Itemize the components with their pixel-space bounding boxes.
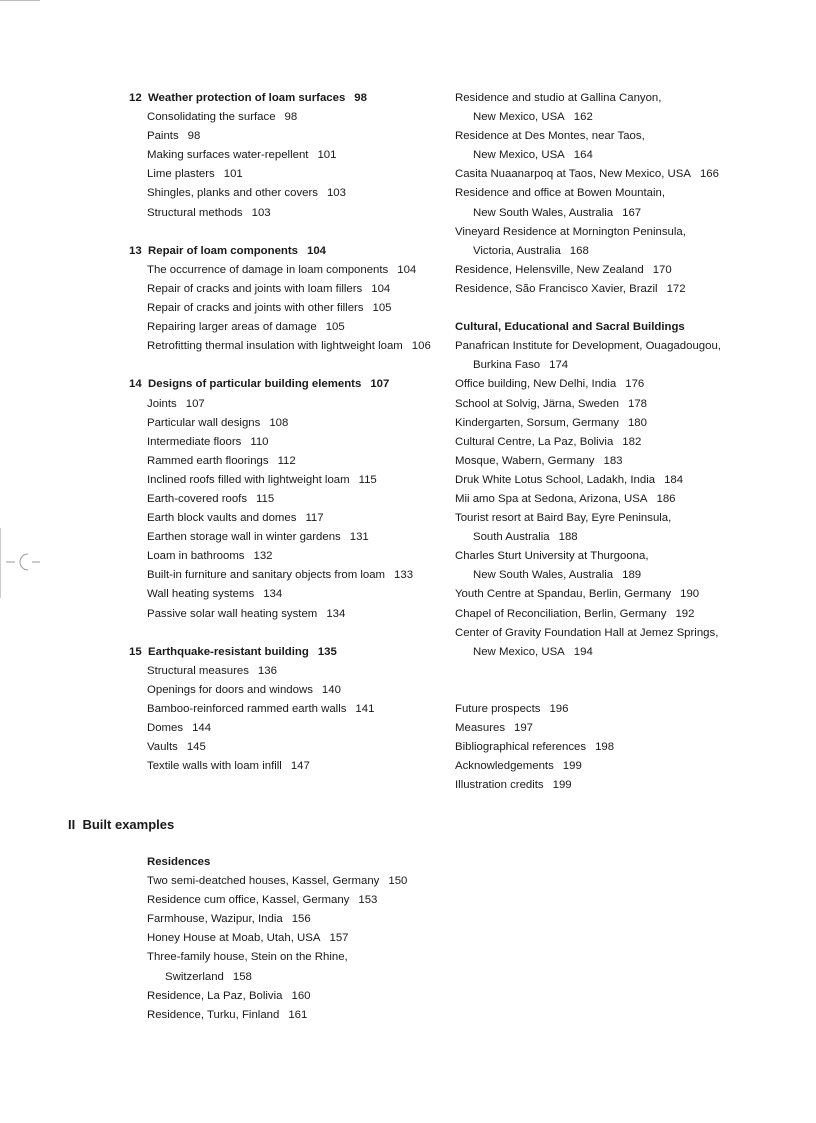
chapter-number: 12 xyxy=(129,92,142,104)
spacer xyxy=(129,356,439,375)
toc-page-number: 110 xyxy=(250,435,269,448)
toc-entry xyxy=(129,146,439,165)
toc-entry xyxy=(129,585,439,604)
toc-entry-title: Repair of cracks and joints with loam fillers xyxy=(147,282,363,295)
toc-entry xyxy=(129,509,439,528)
toc-entry-line xyxy=(455,223,795,242)
toc-entry xyxy=(129,528,439,547)
toc-entry-title: Bamboo-reinforced rammed earth walls xyxy=(147,703,347,715)
toc-page-number: 166 xyxy=(699,168,719,181)
toc-page-number: 170 xyxy=(652,263,672,276)
toc-entry-line xyxy=(147,891,447,910)
toc-entry-title: Center of Gravity Foundation Hall at Jemez Springs, xyxy=(455,626,719,639)
toc-entry-title: Intermediate floors xyxy=(147,435,242,448)
toc-entry-title: New Mexico, USA xyxy=(473,111,565,124)
toc-entry-title: Residence at Des Montes, near Taos, xyxy=(455,130,645,143)
toc-page-number: 108 xyxy=(269,416,289,429)
toc-entry-title: Office building, New Delhi, India xyxy=(455,378,617,391)
toc-entry xyxy=(129,280,439,299)
toc-page-number: 164 xyxy=(573,149,593,162)
toc-entry-line xyxy=(455,375,795,394)
chapter-heading xyxy=(129,375,439,394)
toc-entry-title: Wall heating systems xyxy=(147,588,255,601)
toc-page-number: 104 xyxy=(397,263,417,276)
section-heading: Residences xyxy=(147,856,211,868)
toc-entry xyxy=(129,127,439,146)
toc-entry-line xyxy=(147,948,447,967)
toc-entry xyxy=(129,605,439,624)
toc-page-number: 104 xyxy=(371,282,391,295)
chapter-title: Repair of loam components xyxy=(148,244,299,257)
toc-page-number: 168 xyxy=(569,244,589,257)
toc-page-number: 136 xyxy=(257,664,277,677)
toc-entry-title: Repair of cracks and joints with other fillers xyxy=(147,302,364,315)
toc-entry-line xyxy=(455,643,795,662)
toc-entry-line xyxy=(147,1006,447,1025)
toc-page-number: 134 xyxy=(263,588,283,601)
spacer xyxy=(129,624,439,643)
toc-entry xyxy=(129,452,439,471)
part-title: Built examples xyxy=(82,817,175,832)
chapter-heading xyxy=(129,242,439,261)
toc-entry xyxy=(129,299,439,318)
toc-page-number: 184 xyxy=(664,473,684,486)
toc-page-number: 147 xyxy=(290,760,310,773)
toc-entry-line xyxy=(147,929,447,948)
toc-page-number: 199 xyxy=(552,779,572,792)
toc-page-number: 140 xyxy=(321,683,341,696)
toc-entry xyxy=(129,700,439,719)
chapter-title: Earthquake-resistant building xyxy=(148,645,309,658)
toc-entry-title: New Mexico, USA xyxy=(473,645,565,658)
toc-entry-line xyxy=(455,566,795,585)
toc-page-number: 131 xyxy=(349,531,369,544)
toc-entry-title: New South Wales, Australia xyxy=(473,206,614,219)
toc-page-number: 98 xyxy=(187,130,201,143)
toc-entry-line xyxy=(455,490,795,509)
toc-page-number: 150 xyxy=(388,875,408,888)
spacer xyxy=(455,662,795,700)
chapter-heading xyxy=(129,643,439,662)
chapter-page-number: 98 xyxy=(354,92,367,104)
toc-entry-title: Acknowledgements xyxy=(455,760,554,773)
toc-entry-title: Three-family house, Stein on the Rhine, xyxy=(147,951,348,964)
chapter-number: 15 xyxy=(129,645,142,658)
toc-entry-title: Paints xyxy=(147,130,179,143)
toc-page-number: 98 xyxy=(284,111,298,124)
toc-entry-title: Structural measures xyxy=(147,664,249,677)
toc-entry-title: Mosque, Wabern, Germany xyxy=(455,454,595,467)
toc-entry-title: Structural methods xyxy=(147,206,243,219)
toc-entry-line xyxy=(455,585,795,604)
toc-page-number: 167 xyxy=(622,206,642,219)
toc-page-number: 180 xyxy=(627,416,647,429)
toc-entry-title: Measures xyxy=(455,722,506,735)
toc-left-column xyxy=(129,89,439,776)
toc-entry-title: The occurrence of damage in loam components xyxy=(147,263,389,276)
toc-entry-title: Domes xyxy=(147,722,184,735)
toc-page-number: 189 xyxy=(622,569,642,582)
toc-page-number: 196 xyxy=(549,703,569,715)
toc-entry-line xyxy=(455,395,795,414)
toc-page-number: 178 xyxy=(628,397,648,410)
toc-entry-line xyxy=(455,452,795,471)
toc-entry-title: Panafrican Institute for Development, Ouagadougou, xyxy=(455,340,721,353)
toc-entry-line xyxy=(455,184,795,203)
crop-mark-top xyxy=(0,0,40,1)
toc-page-number: 115 xyxy=(256,492,275,505)
toc-page-number: 133 xyxy=(394,569,414,582)
toc-entry-title: South Australia xyxy=(473,531,550,544)
toc-entry-line xyxy=(455,433,795,452)
toc-entry-title: Earth block vaults and domes xyxy=(147,512,297,525)
toc-page-number: 145 xyxy=(186,741,206,754)
toc-page-number: 176 xyxy=(625,378,645,391)
toc-entry-title: Tourist resort at Baird Bay, Eyre Peninsula, xyxy=(455,512,672,525)
toc-entry-title: Passive solar wall heating system xyxy=(147,607,318,620)
toc-entry-title: Charles Sturt University at Thurgoona, xyxy=(455,550,649,563)
toc-entry-title: Mii amo Spa at Sedona, Arizona, USA xyxy=(455,492,648,505)
toc-page-number: 103 xyxy=(326,187,346,200)
toc-entry-title: Switzerland xyxy=(165,970,224,983)
toc-entry-line xyxy=(455,127,795,146)
toc-entry-title: Particular wall designs xyxy=(147,416,261,429)
toc-entry-title: Shingles, planks and other covers xyxy=(147,187,318,200)
toc-entry xyxy=(129,757,439,776)
toc-entry xyxy=(129,433,439,452)
toc-page-number: 101 xyxy=(223,168,243,181)
toc-entry xyxy=(129,738,439,757)
toc-page-number: 192 xyxy=(675,607,695,620)
toc-entry-line xyxy=(147,910,447,929)
toc-entry-title: Residence, La Paz, Bolivia xyxy=(147,989,283,1002)
toc-page-number: 117 xyxy=(305,512,324,525)
toc-entry xyxy=(129,662,439,681)
chapter-heading xyxy=(129,89,439,108)
toc-entry-line xyxy=(455,261,795,280)
chapter-page-number: 104 xyxy=(307,244,327,257)
toc-entry xyxy=(129,337,439,356)
toc-entry xyxy=(455,776,795,795)
toc-page-number: 156 xyxy=(291,913,311,926)
toc-entry xyxy=(129,108,439,127)
toc-page-number: 190 xyxy=(680,588,700,601)
toc-entry-title: Built-in furniture and sanitary objects from loam xyxy=(147,569,386,582)
toc-right-column xyxy=(455,89,795,795)
chapter-title: Designs of particular building elements xyxy=(148,378,362,391)
toc-entry-title: Residence, São Francisco Xavier, Brazil xyxy=(455,282,658,295)
toc-entry-title: Loam in bathrooms xyxy=(147,550,245,563)
toc-entry xyxy=(129,184,439,203)
toc-page-number: 103 xyxy=(251,206,271,219)
toc-page-number: 132 xyxy=(253,550,273,563)
toc-entry-title: Honey House at Moab, Utah, USA xyxy=(147,932,321,945)
toc-page-number: 112 xyxy=(277,454,296,467)
toc-entry-title: Residence and studio at Gallina Canyon, xyxy=(455,92,662,104)
toc-entry-title: Consolidating the surface xyxy=(147,111,276,124)
toc-page-number: 199 xyxy=(562,760,582,773)
toc-entry xyxy=(455,757,795,776)
toc-entry xyxy=(129,414,439,433)
part-heading xyxy=(68,815,174,834)
toc-entry-title: Joints xyxy=(147,397,177,410)
toc-entry-title: Residence cum office, Kassel, Germany xyxy=(147,894,350,907)
toc-page-number: 182 xyxy=(622,435,642,448)
toc-entry-title: Bibliographical references xyxy=(455,741,587,754)
toc-entry-title: Chapel of Reconciliation, Berlin, Germany xyxy=(455,607,667,620)
toc-entry-title: Casita Nuaanarpoq at Taos, New Mexico, USA xyxy=(455,168,691,181)
toc-page-number: 144 xyxy=(192,722,212,735)
toc-entry xyxy=(129,318,439,337)
toc-entry xyxy=(129,204,439,223)
chapter-number: 14 xyxy=(129,378,142,391)
toc-entry-title: Future prospects xyxy=(455,703,541,715)
toc-entry-title: Burkina Faso xyxy=(473,359,541,372)
spacer xyxy=(129,223,439,242)
toc-entry-line xyxy=(455,108,795,127)
toc-page-number: 188 xyxy=(558,531,578,544)
toc-entry-title: Retrofitting thermal insulation with lightweight loam xyxy=(147,340,403,353)
toc-entry-line xyxy=(455,356,795,375)
toc-entry-title: Textile walls with loam infill xyxy=(147,760,282,773)
toc-entry-title: Vineyard Residence at Mornington Peninsula, xyxy=(455,225,686,238)
toc-entry-title: Earth-covered roofs xyxy=(147,492,248,505)
toc-page-number: 101 xyxy=(317,149,337,162)
chapter-page-number: 135 xyxy=(317,645,337,658)
toc-page-number: 153 xyxy=(358,894,378,907)
toc-entry-line xyxy=(455,242,795,261)
toc-entry-line xyxy=(455,414,795,433)
toc-residences-section xyxy=(147,853,447,1025)
toc-entry-title: Rammed earth floorings xyxy=(147,454,269,467)
toc-page-number: 106 xyxy=(411,340,431,353)
toc-entry-title: Inclined roofs filled with lightweight loam xyxy=(147,473,350,486)
toc-page-number: 134 xyxy=(326,607,346,620)
part-number: II xyxy=(68,817,76,832)
toc-entry-line xyxy=(455,165,795,184)
toc-entry-title: Victoria, Australia xyxy=(473,244,561,257)
toc-entry-line xyxy=(147,968,447,987)
toc-entry xyxy=(129,566,439,585)
toc-entry-line xyxy=(455,204,795,223)
toc-page-number: 141 xyxy=(355,703,375,715)
spacer xyxy=(455,299,795,318)
toc-page-number: 115 xyxy=(358,473,377,486)
toc-entry-title: Vaults xyxy=(147,741,178,754)
toc-entry-title: Two semi-deatched houses, Kassel, Germany xyxy=(147,875,380,888)
toc-entry-line xyxy=(455,547,795,566)
toc-page-number: 107 xyxy=(185,397,205,410)
toc-entry-line xyxy=(455,509,795,528)
toc-page-number: 105 xyxy=(325,321,345,334)
toc-page-number: 161 xyxy=(288,1008,308,1021)
toc-page-number: 172 xyxy=(666,282,686,295)
toc-page-number: 157 xyxy=(329,932,349,945)
toc-entry xyxy=(455,738,795,757)
toc-entry-line xyxy=(147,987,447,1006)
toc-entry-title: Druk White Lotus School, Ladakh, India xyxy=(455,473,656,486)
toc-entry-line xyxy=(455,528,795,547)
toc-entry-line xyxy=(455,280,795,299)
toc-entry-title: Residence, Helensville, New Zealand xyxy=(455,263,644,276)
toc-entry-line xyxy=(455,471,795,490)
toc-page-number: 197 xyxy=(514,722,534,735)
toc-entry xyxy=(129,395,439,414)
toc-entry-line xyxy=(455,337,795,356)
toc-entry-title: Residence, Turku, Finland xyxy=(147,1008,280,1021)
toc-entry-line xyxy=(455,89,795,108)
toc-entry-title: New Mexico, USA xyxy=(473,149,565,162)
section-heading: Cultural, Educational and Sacral Buildings xyxy=(455,321,685,334)
toc-entry-title: Openings for doors and windows xyxy=(147,683,313,696)
toc-entry xyxy=(129,261,439,280)
toc-entry-title: New South Wales, Australia xyxy=(473,569,614,582)
toc-page-number: 162 xyxy=(573,111,593,124)
toc-entry-line xyxy=(455,605,795,624)
toc-page-number: 183 xyxy=(603,454,623,467)
toc-entry-title: Illustration credits xyxy=(455,779,544,792)
toc-entry xyxy=(455,719,795,738)
toc-entry-title: Youth Centre at Spandau, Berlin, Germany xyxy=(455,588,672,601)
toc-page-number: 174 xyxy=(549,359,569,372)
toc-entry-line xyxy=(147,872,447,891)
toc-page-number: 198 xyxy=(595,741,615,754)
toc-entry xyxy=(129,547,439,566)
toc-entry-title: Earthen storage wall in winter gardens xyxy=(147,531,341,544)
registration-mark-icon xyxy=(0,528,42,598)
toc-entry xyxy=(129,719,439,738)
toc-entry-title: Farmhouse, Wazipur, India xyxy=(147,913,283,926)
toc-entry-line xyxy=(455,624,795,643)
toc-page-number: 158 xyxy=(232,970,252,983)
toc-entry xyxy=(129,471,439,490)
toc-entry xyxy=(455,700,795,719)
toc-entry-title: School at Solvig, Järna, Sweden xyxy=(455,397,619,410)
toc-page-number: 186 xyxy=(656,492,676,505)
toc-entry xyxy=(129,165,439,184)
toc-entry-title: Residence and office at Bowen Mountain, xyxy=(455,187,666,200)
toc-page-number: 160 xyxy=(291,989,311,1002)
toc-entry-title: Making surfaces water-repellent xyxy=(147,149,309,162)
toc-entry xyxy=(129,490,439,509)
toc-entry-title: Repairing larger areas of damage xyxy=(147,321,317,334)
toc-entry-line xyxy=(455,146,795,165)
toc-entry xyxy=(129,681,439,700)
chapter-number: 13 xyxy=(129,244,142,257)
toc-page-number: 105 xyxy=(372,302,392,315)
toc-entry-title: Kindergarten, Sorsum, Germany xyxy=(455,416,619,429)
chapter-title: Weather protection of loam surfaces xyxy=(148,92,346,104)
toc-page-number: 194 xyxy=(573,645,593,658)
toc-entry-title: Lime plasters xyxy=(147,168,215,181)
chapter-page-number: 107 xyxy=(370,378,390,391)
toc-entry-title: Cultural Centre, La Paz, Bolivia xyxy=(455,435,614,448)
